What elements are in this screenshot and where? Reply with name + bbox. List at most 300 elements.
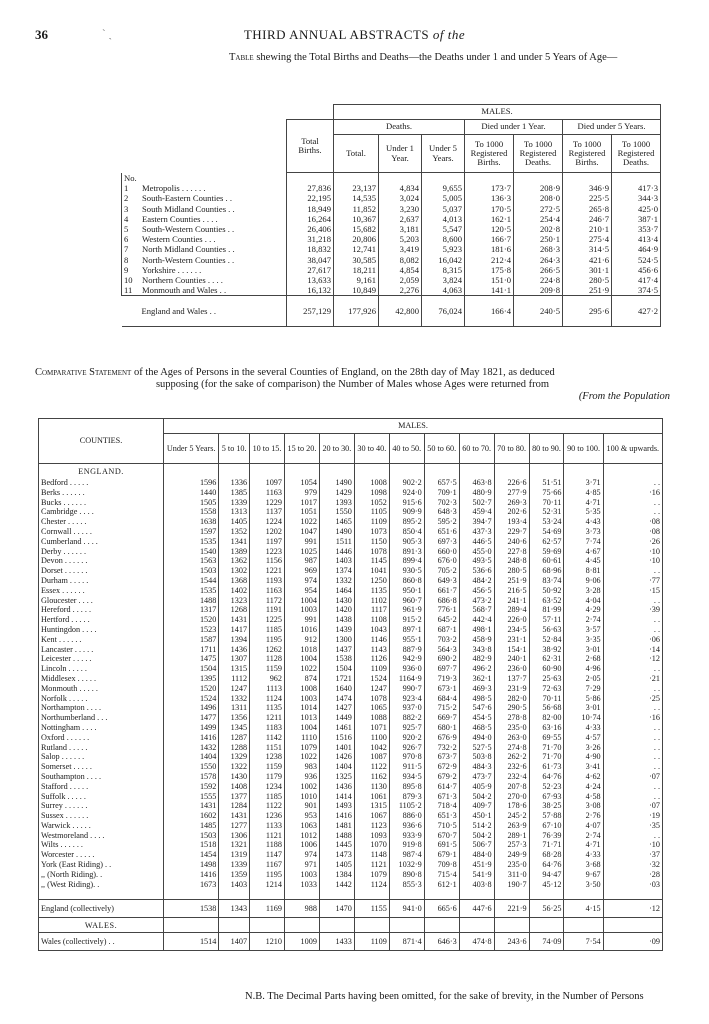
age-cell: 1504 <box>164 664 219 674</box>
age-cell: 3·26 <box>564 743 603 753</box>
county-name: Southampton . . . . <box>39 772 164 782</box>
age-cell: 983 <box>284 762 319 772</box>
age-cell: 3·73 <box>564 527 603 537</box>
age-cell: 1416 <box>164 733 219 743</box>
age-cell: 1156 <box>250 556 285 566</box>
age-cell: 651·6 <box>424 527 459 537</box>
age-cell: 665·6 <box>424 900 459 918</box>
table-row <box>39 900 663 918</box>
age-cell: 1229 <box>250 498 285 508</box>
age-cell: ·06 <box>603 635 662 645</box>
age-cell: 1191 <box>250 605 285 615</box>
age-cell: 902·2 <box>389 478 424 488</box>
age-cell: 1550 <box>319 507 354 517</box>
age-cell: 1587 <box>164 635 219 645</box>
table2-title-line1 <box>35 367 670 379</box>
age-cell: 1592 <box>164 782 219 792</box>
age-cell: 1300 <box>319 635 354 645</box>
age-cell: 974 <box>284 850 319 860</box>
age-cell: 1022 <box>284 664 319 674</box>
age-cell: 257·3 <box>494 840 529 850</box>
cell-c: 265·8 <box>563 204 612 214</box>
age-cell: 409·7 <box>459 801 494 811</box>
cell-c: 225·5 <box>563 193 612 203</box>
table2-title-line3: (From the Population <box>578 391 670 402</box>
age-cell: 1417 <box>219 625 250 635</box>
age-cell: 691·5 <box>424 840 459 850</box>
age-cell: 1112 <box>219 674 250 684</box>
age-cell: 937·0 <box>389 703 424 713</box>
county-name: Dorset . . . . . . <box>39 566 164 576</box>
age-cell: 1018 <box>284 645 319 655</box>
age-cell: 651·3 <box>424 811 459 821</box>
age-cell: 1003 <box>284 694 319 704</box>
county-name: Cumberland . . . . <box>39 537 164 547</box>
age-cell: 1524 <box>164 694 219 704</box>
cell-d: 417·4 <box>612 275 661 285</box>
age-cell: 76·39 <box>529 831 564 841</box>
age-cell: 1403 <box>219 880 250 890</box>
cell-births: 31,218 <box>287 234 334 244</box>
region-name: Western Counties . . . <box>140 234 287 244</box>
col-under-5: Under 5 Years. <box>422 135 465 173</box>
row-number: 8 <box>122 255 141 265</box>
age-cell: 1454 <box>164 850 219 860</box>
age-cell: 63·16 <box>529 723 564 733</box>
age-cell: 1322 <box>219 762 250 772</box>
age-cell: 451·9 <box>459 860 494 870</box>
age-cell: 1162 <box>354 772 389 782</box>
age-cell: 514·2 <box>459 821 494 831</box>
age-cell: 1638 <box>164 517 219 527</box>
age-cell: 240·1 <box>494 654 529 664</box>
county-name: Huntingdon . . . . <box>39 625 164 635</box>
age-cell: 1475 <box>164 654 219 664</box>
age-cell: 4·43 <box>564 517 603 527</box>
cell-a: 212·4 <box>465 255 514 265</box>
age-cell: ·32 <box>603 860 662 870</box>
table-row <box>39 840 663 850</box>
age-cell: 67·10 <box>529 821 564 831</box>
table1-body <box>122 173 661 296</box>
cell-a: 136·3 <box>465 193 514 203</box>
table1-males-header: MALES. <box>334 105 661 120</box>
age-cell: 4·71 <box>564 840 603 850</box>
age-cell: ·10 <box>603 556 662 566</box>
wales-total-row <box>39 933 663 951</box>
region-name: North-Western Counties . . <box>140 255 287 265</box>
county-name: Hertford . . . . . <box>39 615 164 625</box>
age-cell: 1377 <box>219 792 250 802</box>
table-row <box>122 214 661 224</box>
page-number: 36 <box>35 27 48 42</box>
age-cell: ·10 <box>603 547 662 557</box>
age-cell: 1302 <box>219 566 250 576</box>
age-cell: 1721 <box>319 674 354 684</box>
cell-c: 314·5 <box>563 244 612 254</box>
age-cell: 53·24 <box>529 517 564 527</box>
age-cell: 595·2 <box>424 517 459 527</box>
age-cell: 882·2 <box>389 713 424 723</box>
age-cell: 990·7 <box>389 684 424 694</box>
age-cell: 705·2 <box>424 566 459 576</box>
col-age-10: 80 to 90. <box>529 434 564 464</box>
age-cell: 679·1 <box>424 850 459 860</box>
age-cell: 437·3 <box>459 527 494 537</box>
age-cell: 52·31 <box>529 507 564 517</box>
age-cell: ·25 <box>603 694 662 704</box>
age-cell: 905·3 <box>389 537 424 547</box>
table-row <box>39 556 663 566</box>
age-cell: 1247 <box>354 684 389 694</box>
age-cell: 684·4 <box>424 694 459 704</box>
cell-u5: 8,600 <box>422 234 465 244</box>
age-cell: ·08 <box>603 527 662 537</box>
age-cell: 1097 <box>250 478 285 488</box>
age-cell: 38·25 <box>529 801 564 811</box>
total-deaths: 177,926 <box>334 296 379 327</box>
age-cell: 536·6 <box>459 566 494 576</box>
age-cell: 1016 <box>284 625 319 635</box>
age-cell: 1496 <box>164 703 219 713</box>
age-cell: 1135 <box>250 703 285 713</box>
total-under-1: 42,800 <box>379 296 422 327</box>
age-cell: 5·35 <box>564 507 603 517</box>
age-cell: 234·5 <box>494 625 529 635</box>
age-cell: 1596 <box>164 478 219 488</box>
county-name: Kent . . . . . . <box>39 635 164 645</box>
age-cell: 4·33 <box>564 850 603 860</box>
age-cell: 459·4 <box>459 507 494 517</box>
age-cell: 232·6 <box>494 762 529 772</box>
age-cell: 1163 <box>250 488 285 498</box>
age-cell: 70·11 <box>529 694 564 704</box>
age-cell: 1505 <box>164 498 219 508</box>
age-cell: ·10 <box>603 840 662 850</box>
cell-b: 209·8 <box>514 285 563 296</box>
age-cell: ·14 <box>603 645 662 655</box>
county-name: Lincoln . . . . . <box>39 664 164 674</box>
cell-d: 387·1 <box>612 214 661 224</box>
age-cell: 64·76 <box>529 772 564 782</box>
age-cell: 484·2 <box>459 576 494 586</box>
age-cell: 1563 <box>164 556 219 566</box>
table1-total-row <box>122 296 661 327</box>
age-cell: 1368 <box>219 576 250 586</box>
county-name: Wales (collectively) . . <box>39 933 164 951</box>
age-cell: 1197 <box>250 537 285 547</box>
age-cell: . . <box>603 596 662 606</box>
age-cell: 1202 <box>250 527 285 537</box>
cell-u1: 3,181 <box>379 224 422 234</box>
age-cell: 468·5 <box>459 723 494 733</box>
table-row <box>39 733 663 743</box>
table1-caption <box>229 52 617 63</box>
age-cell: 1339 <box>219 498 250 508</box>
age-cell: 278·8 <box>494 713 529 723</box>
age-cell: 924·0 <box>389 488 424 498</box>
age-cell: 4·58 <box>564 792 603 802</box>
footnote: N.B. The Decimal Parts having been omitted, for the sake of brevity, in the Number of Persons <box>245 991 644 1002</box>
age-cell: 891·3 <box>389 547 424 557</box>
age-cell: 1431 <box>219 615 250 625</box>
age-cell: 672·9 <box>424 762 459 772</box>
table-row <box>39 498 663 508</box>
col-age-2: 10 to 15. <box>250 434 285 464</box>
age-cell: 1105·2 <box>389 801 424 811</box>
age-cell: 1078 <box>354 547 389 557</box>
table-row <box>39 860 663 870</box>
age-cell: 936 <box>284 772 319 782</box>
age-cell: 1416 <box>319 811 354 821</box>
age-cell: 1503 <box>164 831 219 841</box>
age-cell: 660·0 <box>424 547 459 557</box>
county-name: Oxford . . . . . . <box>39 733 164 743</box>
age-cell: 955·1 <box>389 635 424 645</box>
table-row <box>122 285 661 296</box>
age-cell: 3·50 <box>564 880 603 890</box>
cell-d: 344·3 <box>612 193 661 203</box>
table-row <box>39 605 663 615</box>
age-cell: 1461 <box>319 723 354 733</box>
age-cell: 1151 <box>250 743 285 753</box>
age-cell: 1402 <box>219 586 250 596</box>
age-cell: 899·4 <box>389 556 424 566</box>
age-cell: 1100 <box>354 733 389 743</box>
age-cell: 1047 <box>284 527 319 537</box>
age-cell: 547·6 <box>459 703 494 713</box>
county-name: Essex . . . . . . <box>39 586 164 596</box>
age-cell: 732·2 <box>424 743 459 753</box>
table-row <box>39 850 663 860</box>
age-cell: 62·57 <box>529 537 564 547</box>
county-name: ,, (North Riding). . <box>39 870 164 880</box>
cell-d: 413·4 <box>612 234 661 244</box>
cell-d: 464·9 <box>612 244 661 254</box>
cell-u1: 4,834 <box>379 183 422 193</box>
age-cell: 915·2 <box>389 615 424 625</box>
age-cell: 1137 <box>250 507 285 517</box>
cell-b: 254·4 <box>514 214 563 224</box>
age-cell: 3·01 <box>564 703 603 713</box>
age-cell: 3·08 <box>564 801 603 811</box>
age-cell: 930·5 <box>389 566 424 576</box>
row-number: 10 <box>122 275 141 285</box>
age-cell: 541·9 <box>459 870 494 880</box>
region-name: Monmouth and Wales . . <box>140 285 287 296</box>
header-tail: of the <box>432 27 466 42</box>
table2-males-header: MALES. <box>164 419 663 434</box>
age-cell: 82·00 <box>529 713 564 723</box>
age-cell: 1470 <box>319 900 354 918</box>
table-row <box>39 596 663 606</box>
cell-u1: 3,024 <box>379 193 422 203</box>
age-cell: 1481 <box>319 821 354 831</box>
col-age-0: Under 5 Years. <box>164 434 219 464</box>
age-cell: 71·70 <box>529 743 564 753</box>
age-cell: 645·2 <box>424 615 459 625</box>
col-u5-per-births: To 1000 Registered Births. <box>563 135 612 173</box>
age-cell: 887·9 <box>389 645 424 655</box>
age-cell: 1122 <box>354 762 389 772</box>
age-cell: 1436 <box>219 645 250 655</box>
age-cell: 1008 <box>354 478 389 488</box>
table-row <box>39 684 663 694</box>
age-cell: 912 <box>284 635 319 645</box>
age-cell: 494·0 <box>459 733 494 743</box>
age-cell: 901 <box>284 801 319 811</box>
age-cell: 447·6 <box>459 900 494 918</box>
age-cell: 1329 <box>219 752 250 762</box>
age-cell: 1673 <box>164 880 219 890</box>
age-cell: 969 <box>284 566 319 576</box>
age-cell: 1384 <box>319 870 354 880</box>
table-row <box>39 743 663 753</box>
age-cell: 231·9 <box>494 684 529 694</box>
cell-c: 301·1 <box>563 265 612 275</box>
age-cell: 1488 <box>164 596 219 606</box>
county-name: ,, (West Riding). . <box>39 880 164 890</box>
age-cell: 4·04 <box>564 596 603 606</box>
age-cell: 1602 <box>164 811 219 821</box>
age-cell: 4·33 <box>564 723 603 733</box>
age-cell: 4·67 <box>564 547 603 557</box>
age-cell: . . <box>603 703 662 713</box>
age-cell: 1014 <box>284 703 319 713</box>
table-row <box>39 537 663 547</box>
total-b: 240·5 <box>514 296 563 327</box>
cell-births: 18,949 <box>287 204 334 214</box>
table-row <box>39 566 663 576</box>
age-cell: 715·4 <box>424 870 459 880</box>
age-cell: 1022 <box>284 517 319 527</box>
age-cell: 504·2 <box>459 831 494 841</box>
cell-births: 22,195 <box>287 193 334 203</box>
age-cell: 4·29 <box>564 605 603 615</box>
cell-u5: 5,923 <box>422 244 465 254</box>
county-name: Leicester . . . . . <box>39 654 164 664</box>
county-name: Suffolk . . . . . <box>39 792 164 802</box>
col-age-9: 70 to 80. <box>494 434 529 464</box>
county-name: Gloucester . . . . <box>39 596 164 606</box>
age-cell: 4·90 <box>564 752 603 762</box>
age-cell: 3·35 <box>564 635 603 645</box>
cell-births: 27,617 <box>287 265 334 275</box>
age-cell: 1477 <box>164 713 219 723</box>
age-cell: 1002 <box>284 782 319 792</box>
age-cell: 1430 <box>219 772 250 782</box>
age-cell: 1043 <box>354 625 389 635</box>
table-row <box>122 275 661 285</box>
age-cell: 1440 <box>164 488 219 498</box>
county-name: Nottingham . . . . <box>39 723 164 733</box>
age-cell: 1135 <box>354 586 389 596</box>
county-name: York (East Riding) . . <box>39 860 164 870</box>
age-cell: 1464 <box>319 586 354 596</box>
cell-a: 141·1 <box>465 285 514 296</box>
age-cell: ·77 <box>603 576 662 586</box>
cell-a: 162·1 <box>465 214 514 224</box>
table2-title-line2: supposing (for the sake of comparison) the Number of Males whose Ages were returned from <box>155 379 550 390</box>
county-name: Lancaster . . . . . <box>39 645 164 655</box>
age-cell: ·37 <box>603 850 662 860</box>
age-cell: 1405 <box>319 860 354 870</box>
table-row <box>39 488 663 498</box>
age-cell: 676·9 <box>424 733 459 743</box>
table-row <box>39 792 663 802</box>
table2-title-rest: of the Ages of Persons in the several Counties of England, on the 28th day of May 1821, as deduced <box>133 367 555 378</box>
age-cell: 63·52 <box>529 596 564 606</box>
age-cell: 362·1 <box>459 674 494 684</box>
age-cell: 879·3 <box>389 792 424 802</box>
age-cell: 1430 <box>319 596 354 606</box>
county-name: Bucks . . . . . . <box>39 498 164 508</box>
table-row <box>39 507 663 517</box>
age-cell: 1325 <box>319 772 354 782</box>
age-cell: 568·7 <box>459 605 494 615</box>
table-row <box>39 821 663 831</box>
age-cell: 241·1 <box>494 596 529 606</box>
age-cell: 4·71 <box>564 498 603 508</box>
age-comparison-table <box>38 418 663 951</box>
age-cell: 1520 <box>164 684 219 694</box>
cell-a: 173·7 <box>465 183 514 193</box>
region-name: South-Eastern Counties . . <box>140 193 287 203</box>
county-name: Norfolk . . . . . <box>39 694 164 704</box>
cell-d: 374·5 <box>612 285 661 296</box>
age-cell: 1150 <box>354 537 389 547</box>
region-name: Eastern Counties . . . . <box>140 214 287 224</box>
age-cell: 1185 <box>250 625 285 635</box>
age-cell: 54·69 <box>529 527 564 537</box>
cell-b: 208·0 <box>514 193 563 203</box>
age-cell: 207·8 <box>494 782 529 792</box>
age-cell: 1109 <box>354 664 389 674</box>
age-cell: 1516 <box>319 733 354 743</box>
age-cell: 1401 <box>319 743 354 753</box>
age-cell: 926·7 <box>389 743 424 753</box>
age-cell: 697·3 <box>424 537 459 547</box>
age-cell: 2·74 <box>564 831 603 841</box>
age-cell: 1004 <box>284 596 319 606</box>
age-cell: 1102 <box>354 596 389 606</box>
region-name: South-Western Counties . . <box>140 224 287 234</box>
age-cell: 83·74 <box>529 576 564 586</box>
age-cell: 1214 <box>250 880 285 890</box>
age-cell: ·28 <box>603 870 662 880</box>
age-cell: ·19 <box>603 811 662 821</box>
cell-births: 26,406 <box>287 224 334 234</box>
cell-u5: 3,824 <box>422 275 465 285</box>
age-cell: 81·99 <box>529 605 564 615</box>
age-cell: 68·96 <box>529 566 564 576</box>
cell-d: 353·7 <box>612 224 661 234</box>
age-cell: 1284 <box>219 801 250 811</box>
age-cell: 59·69 <box>529 547 564 557</box>
age-cell: 953 <box>284 811 319 821</box>
age-cell: 1490 <box>319 478 354 488</box>
age-cell: 74·09 <box>529 933 564 951</box>
age-cell: 1193 <box>250 576 285 586</box>
cell-a: 166·7 <box>465 234 514 244</box>
age-cell: 1164·9 <box>389 674 424 684</box>
table-row <box>39 654 663 664</box>
age-cell: 612·1 <box>424 880 459 890</box>
age-cell: 50·92 <box>529 586 564 596</box>
age-cell: 229·7 <box>494 527 529 537</box>
age-cell: 895·8 <box>389 782 424 792</box>
age-cell: 1485 <box>164 821 219 831</box>
